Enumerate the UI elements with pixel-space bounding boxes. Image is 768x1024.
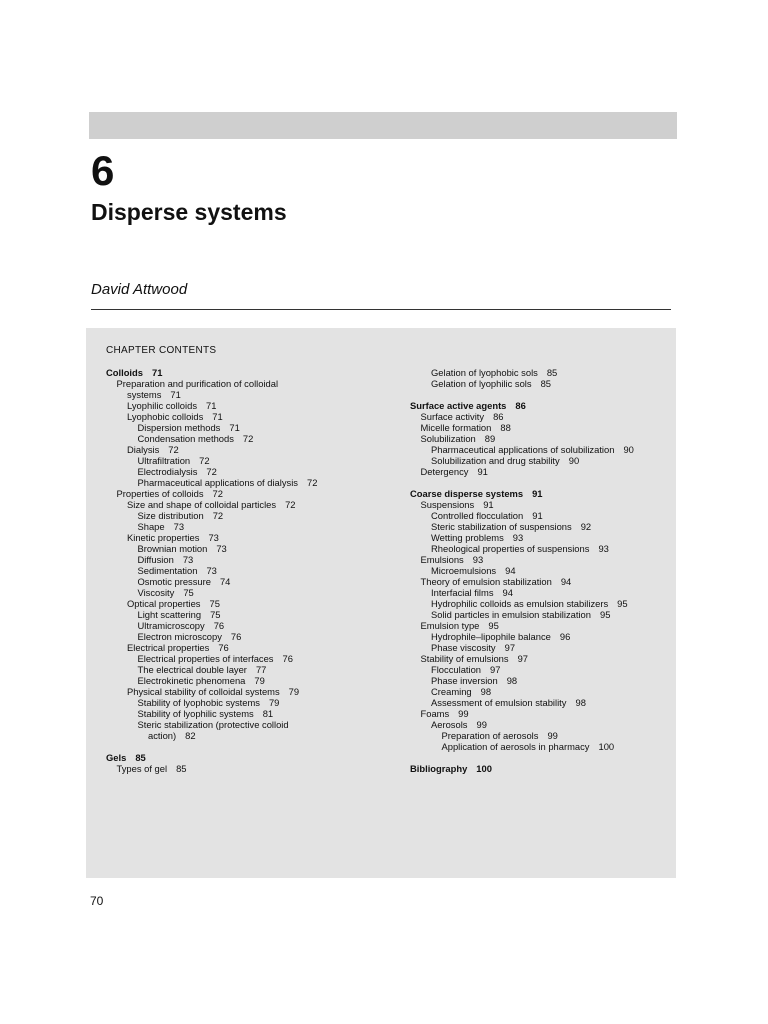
entry-title: Size distribution (137, 510, 204, 521)
entry-title: Flocculation (431, 664, 482, 675)
contents-entry (410, 554, 634, 565)
entry-title: Hydrophile–lipophile balance (431, 631, 551, 642)
entry-page-number: 93 (598, 543, 609, 554)
entry-page-number: 71 (229, 422, 240, 433)
entry-page-number: 90 (568, 455, 580, 466)
contents-entry (106, 521, 317, 532)
entry-page-number: 97 (504, 642, 516, 653)
entry-title: Emulsion type (420, 620, 480, 631)
entry-page-number: 72 (307, 477, 318, 488)
entry-title: Preparation and purification of colloidal (116, 378, 279, 389)
contents-entry (106, 565, 317, 576)
contents-entry (106, 532, 317, 543)
entry-page-number: 97 (490, 664, 501, 675)
entry-title: Pharmaceutical applications of solubilization (431, 444, 615, 455)
contents-entry (410, 587, 634, 598)
entry-title: Colloids (106, 367, 143, 378)
entry-page-number: 75 (210, 609, 221, 620)
divider-rule (91, 309, 671, 310)
entry-title: Bibliography (410, 763, 468, 774)
entry-page-number: 74 (219, 576, 231, 587)
entry-page-number: 72 (206, 466, 217, 477)
entry-page-number: 97 (517, 653, 528, 664)
contents-entry (410, 433, 634, 444)
entry-title: Light scattering (137, 609, 202, 620)
contents-entry (106, 631, 317, 642)
entry-title: Aerosols (431, 719, 468, 730)
entry-page-number: 79 (254, 675, 265, 686)
contents-entry (410, 730, 634, 741)
entry-title: Gelation of lyophobic sols (431, 367, 538, 378)
entry-page-number: 73 (216, 543, 227, 554)
entry-title: Types of gel (116, 763, 168, 774)
entry-title: Solid particles in emulsion stabilization (431, 609, 591, 620)
entry-page-number: 98 (575, 697, 586, 708)
entry-title: Controlled flocculation (431, 510, 524, 521)
contents-entry (106, 675, 317, 686)
entry-title: Electrokinetic phenomena (137, 675, 246, 686)
contents-entry (106, 609, 317, 620)
entry-title: Physical stability of colloidal systems (127, 686, 280, 697)
entry-title: Size and shape of colloidal particles (127, 499, 277, 510)
entry-page-number: 76 (282, 653, 293, 664)
entry-title: Surface active agents (410, 400, 507, 411)
entry-page-number: 77 (255, 664, 267, 675)
entry-page-number: 76 (218, 642, 229, 653)
entry-title: Pharmaceutical applications of dialysis (137, 477, 298, 488)
contents-entry (410, 719, 634, 730)
entry-page-number: 79 (268, 697, 280, 708)
entry-page-number: 88 (500, 422, 511, 433)
entry-page-number: 76 (213, 620, 225, 631)
entry-title: Ultrafiltration (137, 455, 191, 466)
entry-page-number: 72 (212, 510, 224, 521)
entry-page-number: 85 (176, 763, 187, 774)
contents-entry (106, 653, 317, 664)
entry-title: Suspensions (420, 499, 475, 510)
entry-title: Electrodialysis (137, 466, 198, 477)
entry-title: Electrical properties of interfaces (137, 653, 274, 664)
entry-page-number: 85 (135, 752, 146, 763)
contents-entry (106, 752, 317, 763)
contents-entry (106, 598, 317, 609)
entry-title: systems (127, 389, 162, 400)
entry-title: Solubilization (420, 433, 476, 444)
entry-title: Shape (137, 521, 165, 532)
contents-entry (106, 444, 317, 455)
entry-title: Gels (106, 752, 127, 763)
entry-title: Osmotic pressure (137, 576, 211, 587)
contents-entry (410, 653, 634, 664)
contents-entry (106, 763, 317, 774)
entry-page-number: 93 (472, 554, 484, 565)
contents-entry (410, 697, 634, 708)
entry-title: Steric stabilization of suspensions (431, 521, 572, 532)
entry-title: Gelation of lyophilic sols (431, 378, 532, 389)
contents-entry (106, 620, 317, 631)
entry-title: Phase inversion (431, 675, 498, 686)
entry-title: Creaming (431, 686, 472, 697)
entry-title: Detergency (420, 466, 469, 477)
contents-entry (410, 422, 634, 433)
entry-page-number: 75 (183, 587, 194, 598)
entry-page-number: 95 (599, 609, 611, 620)
contents-entry (106, 642, 317, 653)
entry-page-number: 94 (502, 587, 513, 598)
entry-page-number: 73 (182, 554, 194, 565)
entry-page-number: 72 (285, 499, 296, 510)
entry-title: Surface activity (420, 411, 485, 422)
entry-page-number: 95 (488, 620, 499, 631)
entry-title: Steric stabilization (protective colloid (137, 719, 289, 730)
entry-page-number: 98 (480, 686, 492, 697)
contents-entry (410, 609, 634, 620)
entry-title: Optical properties (127, 598, 201, 609)
entry-title: Dispersion methods (137, 422, 221, 433)
contents-entry (106, 477, 317, 488)
entry-title: Sedimentation (137, 565, 198, 576)
entry-page-number: 86 (493, 411, 504, 422)
entry-page-number: 82 (185, 730, 196, 741)
entry-page-number: 75 (209, 598, 220, 609)
entry-page-number: 72 (199, 455, 210, 466)
entry-page-number: 71 (151, 367, 163, 378)
contents-entry (410, 598, 634, 609)
contents-entry (106, 697, 317, 708)
entry-page-number: 72 (242, 433, 254, 444)
contents-entry (410, 455, 634, 466)
entry-page-number: 73 (173, 521, 185, 532)
contents-entry (106, 433, 317, 444)
entry-title: Properties of colloids (116, 488, 204, 499)
contents-entry (106, 719, 317, 730)
entry-page-number: 92 (580, 521, 592, 532)
contents-entry (106, 400, 317, 411)
entry-title: Foams (420, 708, 450, 719)
contents-entry (410, 675, 634, 686)
contents-entry (106, 554, 317, 565)
entry-title: Coarse disperse systems (410, 488, 524, 499)
contents-entry (410, 741, 634, 752)
author-name: David Attwood (91, 281, 188, 298)
entry-title: Preparation of aerosols (441, 730, 539, 741)
contents-entry (106, 510, 317, 521)
contents-entry (410, 686, 634, 697)
entry-title: Emulsions (420, 554, 464, 565)
entry-page-number: 91 (532, 510, 543, 521)
contents-entry (106, 466, 317, 477)
entry-page-number: 94 (505, 565, 516, 576)
contents-entry (106, 378, 317, 389)
contents-entry (106, 543, 317, 554)
entry-title: Solubilization and drug stability (431, 455, 560, 466)
entry-title: Viscosity (137, 587, 175, 598)
contents-entry (410, 642, 634, 653)
contents-entry (106, 411, 317, 422)
chapter-title: Disperse systems (91, 199, 287, 225)
entry-page-number: 86 (515, 400, 526, 411)
contents-entry (410, 521, 634, 532)
entry-page-number: 71 (170, 389, 181, 400)
entry-page-number: 99 (547, 730, 558, 741)
entry-page-number: 72 (168, 444, 179, 455)
entry-page-number: 91 (483, 499, 494, 510)
entry-page-number: 94 (560, 576, 572, 587)
entry-page-number: 71 (206, 400, 217, 411)
entry-page-number: 89 (484, 433, 496, 444)
entry-title: Rheological properties of suspensions (431, 543, 590, 554)
entry-page-number: 100 (598, 741, 615, 752)
entry-page-number: 91 (477, 466, 488, 477)
contents-entry (106, 367, 317, 378)
entry-title: Electron microscopy (137, 631, 222, 642)
contents-entry (410, 543, 634, 554)
entry-title: Phase viscosity (431, 642, 496, 653)
contents-entry (106, 730, 317, 741)
contents-column-left (106, 367, 317, 774)
contents-entry (410, 532, 634, 543)
entry-title: Microemulsions (431, 565, 497, 576)
entry-title: Interfacial films (431, 587, 494, 598)
contents-entry (106, 422, 317, 433)
contents-entry (410, 400, 634, 411)
contents-heading: CHAPTER CONTENTS (106, 345, 217, 356)
entry-page-number: 91 (532, 488, 543, 499)
contents-entry (410, 411, 634, 422)
contents-entry (106, 389, 317, 400)
entry-page-number: 73 (206, 565, 217, 576)
contents-entry (410, 367, 634, 378)
chapter-number: 6 (91, 147, 115, 194)
entry-page-number: 85 (546, 367, 558, 378)
contents-entry (410, 620, 634, 631)
contents-entry (410, 708, 634, 719)
entry-title: action) (148, 730, 177, 741)
contents-entry (410, 576, 634, 587)
entry-title: Wetting problems (431, 532, 504, 543)
entry-title: Condensation methods (137, 433, 234, 444)
entry-page-number: 99 (476, 719, 487, 730)
contents-entry (410, 664, 634, 675)
entry-page-number: 98 (506, 675, 518, 686)
entry-title: Stability of emulsions (420, 653, 509, 664)
contents-entry (410, 444, 634, 455)
entry-page-number: 71 (212, 411, 223, 422)
entry-page-number: 95 (617, 598, 628, 609)
page-number: 70 (90, 894, 104, 908)
contents-entry (410, 466, 634, 477)
entry-title: The electrical double layer (137, 664, 247, 675)
entry-title: Theory of emulsion stabilization (420, 576, 552, 587)
entry-title: Electrical properties (127, 642, 210, 653)
contents-entry (106, 576, 317, 587)
entry-title: Brownian motion (137, 543, 208, 554)
entry-page-number: 79 (288, 686, 300, 697)
contents-entry (410, 763, 634, 774)
contents-entry (410, 499, 634, 510)
entry-title: Ultramicroscopy (137, 620, 205, 631)
entry-title: Stability of lyophobic systems (137, 697, 260, 708)
contents-entry (410, 565, 634, 576)
entry-page-number: 81 (262, 708, 274, 719)
entry-page-number: 90 (623, 444, 634, 455)
entry-page-number: 93 (512, 532, 524, 543)
entry-page-number: 72 (212, 488, 223, 499)
entry-title: Diffusion (137, 554, 174, 565)
entry-title: Lyophilic colloids (127, 400, 198, 411)
entry-page-number: 96 (559, 631, 571, 642)
contents-entry (106, 455, 317, 466)
entry-title: Dialysis (127, 444, 160, 455)
contents-column-right (410, 367, 634, 774)
contents-entry (410, 510, 634, 521)
entry-page-number: 99 (458, 708, 469, 719)
contents-entry (410, 378, 634, 389)
entry-page-number: 85 (540, 378, 552, 389)
entry-page-number: 76 (230, 631, 242, 642)
contents-entry (106, 686, 317, 697)
entry-page-number: 73 (208, 532, 219, 543)
contents-entry (106, 488, 317, 499)
entry-page-number: 100 (476, 763, 492, 774)
entry-title: Assessment of emulsion stability (431, 697, 567, 708)
entry-title: Kinetic properties (127, 532, 200, 543)
entry-title: Lyophobic colloids (127, 411, 204, 422)
entry-title: Hydrophilic colloids as emulsion stabilizers (431, 598, 609, 609)
contents-entry (410, 488, 634, 499)
contents-entry (410, 631, 634, 642)
contents-entry (106, 587, 317, 598)
contents-entry (106, 664, 317, 675)
contents-entry (106, 499, 317, 510)
contents-entry (106, 708, 317, 719)
entry-title: Micelle formation (420, 422, 492, 433)
entry-title: Application of aerosols in pharmacy (441, 741, 590, 752)
header-band (89, 112, 677, 139)
entry-title: Stability of lyophilic systems (137, 708, 254, 719)
